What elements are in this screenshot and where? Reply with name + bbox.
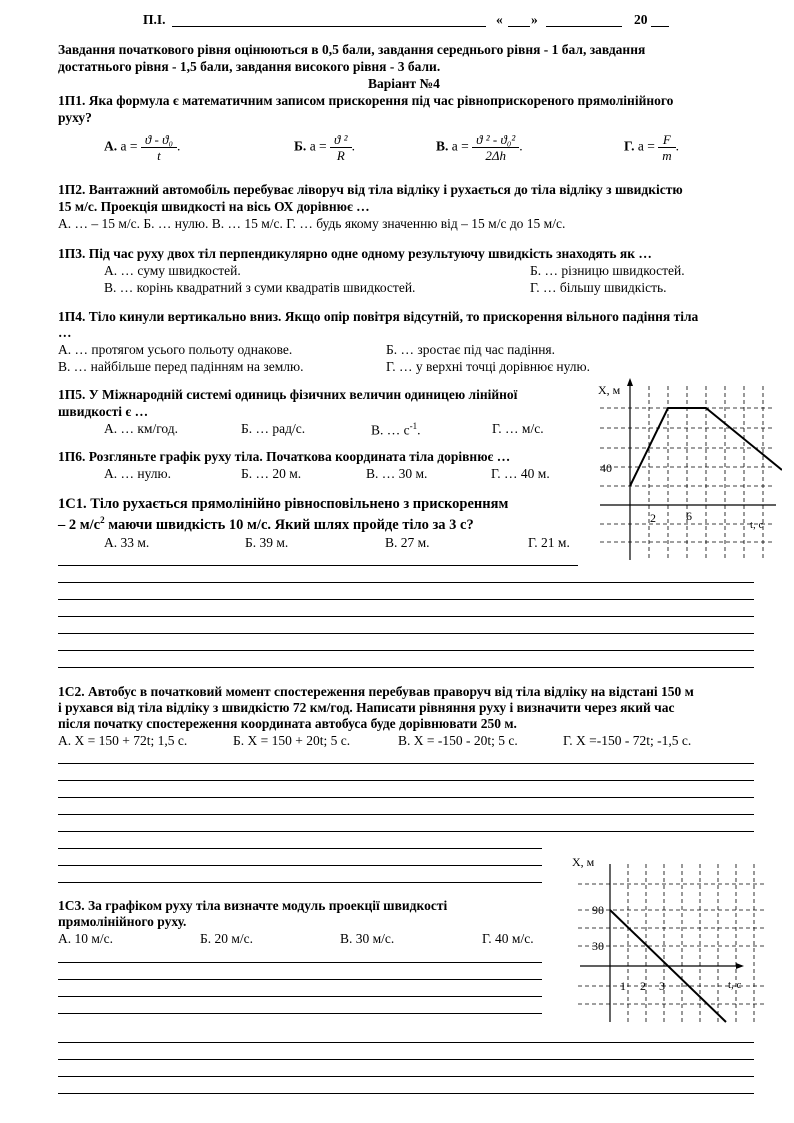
q1c3-option-v[interactable]: В. 30 м/с.: [340, 931, 395, 946]
motion-graph-2: [568, 850, 768, 1024]
variant-title: Варіант №4: [368, 76, 440, 91]
q1p1-text-1: 1П1. Яка формула є математичним записом прискорення під час рівноприскореного прямолінійного: [58, 93, 674, 108]
q1c1-option-b[interactable]: Б. 39 м.: [245, 535, 289, 550]
formula-v: $\frac{\text{ϑ ² - ϑ₀²}}{2\Delta h}$: [472, 132, 519, 163]
graph-1-y-arrow: [627, 378, 633, 386]
q1c3-option-a[interactable]: А. 10 м/с.: [58, 931, 114, 946]
answer-line[interactable]: [58, 1059, 754, 1060]
graph-2-x-tick-2: 2: [640, 979, 646, 993]
answer-line[interactable]: [58, 797, 754, 798]
q1p4-option-a[interactable]: А. … протягом усього польоту однакове.: [58, 342, 293, 357]
answer-line[interactable]: [58, 780, 754, 781]
answer-line[interactable]: [58, 814, 754, 815]
graph-1-grid: [600, 386, 772, 560]
q1p4-text-2: …: [58, 325, 72, 340]
answer-line[interactable]: [58, 882, 542, 883]
intro-line-2: достатнього рівня - 1,5 бали, завдання високого рівня - 3 бали.: [58, 59, 441, 74]
q1p1-text-2: руху?: [58, 110, 92, 125]
q1c1-option-g[interactable]: Г. 21 м.: [528, 535, 570, 550]
q1p3-text: 1П3. Під час руху двох тіл перпендикулярно одне одному результуючу швидкість знаходять як …: [58, 246, 652, 261]
answer-line[interactable]: [58, 565, 578, 566]
answer-line[interactable]: [58, 582, 754, 583]
answer-line[interactable]: [58, 633, 754, 634]
q1p2-options[interactable]: А. … – 15 м/с. Б. … нулю. В. … 15 м/с. Г. … будь якому значенню від – 15 м/с до 15 м/с.: [58, 216, 566, 231]
name-label: П.І.: [143, 12, 166, 27]
q1c1-option-a[interactable]: А. 33 м.: [104, 535, 150, 550]
graph-2-y-label: X, м: [572, 855, 595, 869]
q1p1-option-b[interactable]: Б. а = $\frac{\text{ϑ ²}}{R}$ .: [294, 132, 355, 163]
q1p6-option-g[interactable]: Г. … 40 м.: [491, 466, 550, 481]
answer-line[interactable]: [58, 616, 754, 617]
q1c1-text-1: 1С1. Тіло рухається прямолінійно рівносповільнено з прискоренням: [58, 496, 509, 512]
graph-2-y-tick-1: 90: [592, 903, 604, 917]
q1c2-option-v[interactable]: В. Х = -150 - 20t; 5 с.: [398, 733, 518, 748]
q1p4-option-v[interactable]: В. … найбільше перед падінням на землю.: [58, 359, 304, 374]
graph-2-x-label: t, c: [728, 979, 742, 991]
day-blank-line[interactable]: [508, 26, 530, 27]
graph-1-line: [630, 408, 782, 486]
answer-line[interactable]: [58, 848, 542, 849]
q1p5-option-b[interactable]: Б. … рад/с.: [241, 421, 306, 436]
graph-2-y-tick-2: 30: [592, 939, 604, 953]
q1c3-text-2: прямолінійного руху.: [58, 914, 187, 929]
graph-2-x-tick-1: 1: [620, 979, 626, 993]
q1p4-option-b[interactable]: Б. … зростає під час падіння.: [386, 342, 556, 357]
q1p5-option-v[interactable]: В. … $с^{-1}$.: [371, 421, 421, 438]
formula-b: $\frac{\text{ϑ ²}}{R}$: [330, 132, 352, 163]
q1p2-text-1: 1П2. Вантажний автомобіль перебуває ліворуч від тіла відліку і рухається до тіла відліку з швидкістю: [58, 182, 683, 197]
graph-1-x-tick-1: 2: [650, 511, 656, 525]
year-label: 20: [634, 12, 648, 27]
answer-line[interactable]: [58, 1093, 754, 1094]
answer-line[interactable]: [58, 763, 754, 764]
date-open-quote: «: [496, 12, 503, 27]
q1p1-option-v[interactable]: В. а = $\frac{\text{ϑ ² - ϑ₀²}}{2\Delta h}$ .: [436, 132, 523, 163]
answer-line[interactable]: [58, 831, 754, 832]
formula-g: $\frac{F}{m}$: [658, 132, 675, 163]
q1p5-text-1: 1П5. У Міжнародній системі одиниць фізичних величин одиницею лінійної: [58, 387, 518, 402]
graph-2-x-tick-3: 3: [659, 979, 665, 993]
answer-line[interactable]: [58, 650, 754, 651]
answer-line[interactable]: [58, 962, 542, 963]
q1c2-option-a[interactable]: А. Х = 150 + 72t; 1,5 с.: [58, 733, 188, 748]
answer-line[interactable]: [58, 996, 542, 997]
q1c2-option-b[interactable]: Б. Х = 150 + 20t; 5 с.: [233, 733, 351, 748]
motion-graph-1: [592, 376, 782, 562]
q1p6-option-v[interactable]: В. … 30 м.: [366, 466, 428, 481]
q1p4-option-g[interactable]: Г. … у верхні точці дорівнює нулю.: [386, 359, 590, 374]
q1c1-text-2: – 2 $м/с^2$ маючи швидкість 10 м/с. Який шлях пройде тіло за 3 с?: [58, 515, 474, 533]
q1p6-option-b[interactable]: Б. … 20 м.: [241, 466, 302, 481]
graph-1-y-tick: 40: [600, 461, 612, 475]
answer-line[interactable]: [58, 979, 542, 980]
q1c3-option-g[interactable]: Г. 40 м/с.: [482, 931, 534, 946]
graph-1-x-tick-2: 6: [686, 509, 692, 523]
answer-line[interactable]: [58, 1042, 754, 1043]
date-close-quote: »: [531, 12, 538, 27]
answer-line[interactable]: [58, 599, 754, 600]
q1p3-option-b[interactable]: Б. … різницю швидкостей.: [530, 263, 685, 278]
q1p6-option-a[interactable]: А. … нулю.: [104, 466, 171, 481]
q1p4-text-1: 1П4. Тіло кинули вертикально вниз. Якщо опір повітря відсутній, то прискорення вільного падіння тіла: [58, 309, 699, 324]
q1p3-option-v[interactable]: В. … корінь квадратний з суми квадратів швидкостей.: [104, 280, 416, 295]
q1p5-text-2: швидкості є …: [58, 404, 149, 419]
q1p3-option-a[interactable]: А. … суму швидкостей.: [104, 263, 241, 278]
q1c2-text-3: після початку спостереження координата автобуса буде дорівнювати 250 м.: [58, 716, 517, 731]
q1p2-text-2: 15 м/с. Проекція швидкості на вісь ОХ дорівнює …: [58, 199, 370, 214]
intro-line-1: Завдання початкового рівня оцінюються в 0,5 бали, завдання середнього рівня - 1 бал, завдання: [58, 42, 646, 57]
q1c2-option-g[interactable]: Г. Х =-150 - 72t; -1,5 с.: [563, 733, 692, 748]
answer-line[interactable]: [58, 1013, 542, 1014]
answer-line[interactable]: [58, 865, 542, 866]
q1c3-option-b[interactable]: Б. 20 м/с.: [200, 931, 254, 946]
answer-line[interactable]: [58, 667, 754, 668]
q1p6-text: 1П6. Розгляньте графік руху тіла. Початкова координата тіла дорівнює …: [58, 449, 511, 464]
q1p1-option-a[interactable]: А. а = $\frac{\text{ϑ - ϑ₀}}{t}$ .: [104, 132, 181, 163]
q1c3-text-1: 1С3. За графіком руху тіла визначте модуль проекції швидкості: [58, 898, 448, 913]
graph-2-grid: [578, 864, 764, 1022]
q1c1-option-v[interactable]: В. 27 м.: [385, 535, 430, 550]
q1c2-text-2: і рухався від тіла відліку з швидкістю 72 км/год. Написати рівняння руху і визначити через який час: [58, 700, 675, 715]
year-blank-line[interactable]: [651, 26, 669, 27]
graph-1-x-label: t, c: [750, 519, 764, 531]
graph-2-x-arrow: [736, 963, 744, 969]
q1c2-text-1: 1С2. Автобус в початковий момент спостереження перебував праворуч від тіла відліку на відстані 150 м: [58, 684, 694, 699]
answer-line[interactable]: [58, 1076, 754, 1077]
q1p1-option-g[interactable]: Г. а = $\frac{F}{m}$ .: [624, 132, 679, 163]
month-blank-line[interactable]: [546, 26, 622, 27]
q1p3-option-g[interactable]: Г. … більшу швидкість.: [530, 280, 667, 295]
graph-1-y-label: X, м: [598, 383, 621, 397]
q1p5-option-g[interactable]: Г. … м/с.: [492, 421, 544, 436]
name-blank-line[interactable]: [172, 26, 486, 27]
formula-a: $\frac{\text{ϑ - ϑ₀}}{t}$: [141, 132, 177, 163]
q1p5-option-a[interactable]: А. … км/год.: [104, 421, 179, 436]
